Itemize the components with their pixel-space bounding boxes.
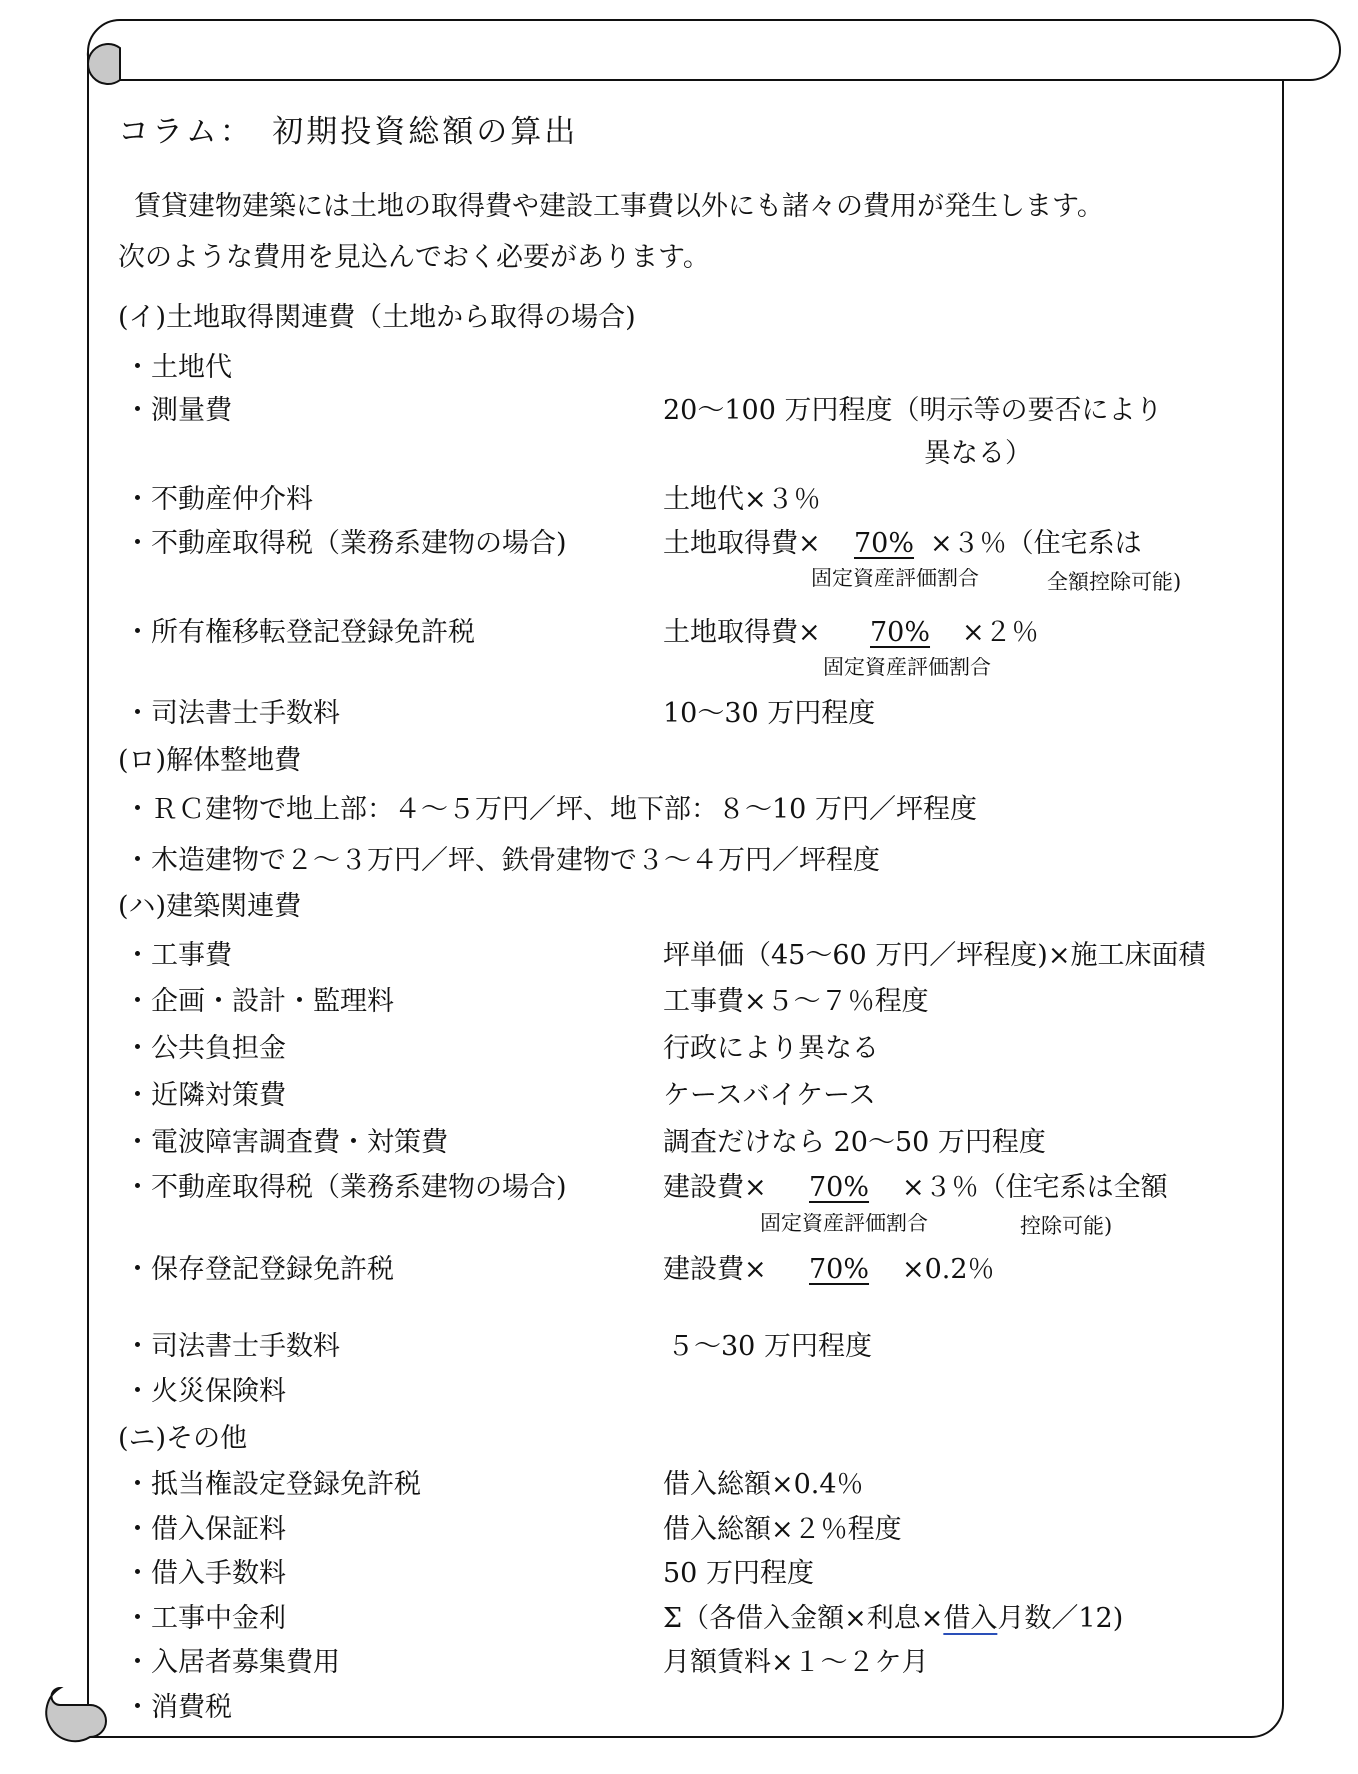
item-value: 建設費× — [663, 1254, 767, 1285]
section-heading: (ニ)その他 — [118, 1423, 248, 1454]
list-item: ・企画・設計・監理料 — [124, 986, 394, 1017]
list-item: ・所有権移転登記登録免許税 — [124, 617, 475, 648]
interest-formula-part: Σ（各借入金額×利息× — [663, 1603, 944, 1634]
item-value: 借入総額×２％程度 — [663, 1514, 902, 1545]
intro-text: 賃貸建物建築には土地の取得費や建設工事費以外にも諸々の費用が発生します。 — [134, 191, 1104, 222]
item-value: ×0.2％ — [902, 1254, 995, 1285]
list-item: ・電波障害調査費・対策費 — [124, 1127, 448, 1158]
list-item: ・土地代 — [124, 352, 232, 383]
item-value: 20～100 万円程度（明示等の要否により — [663, 395, 1163, 426]
item-value: ５～30 万円程度 — [667, 1331, 872, 1362]
list-item: ・抵当権設定登録免許税 — [124, 1469, 421, 1500]
section-heading: (ハ)建築関連費 — [118, 891, 302, 922]
list-item: ・工事中金利 — [124, 1603, 286, 1634]
interest-formula-link: 借入 — [943, 1603, 998, 1634]
footnote: 控除可能) — [1020, 1214, 1113, 1238]
item-value: 借入総額×0.4％ — [663, 1469, 864, 1500]
list-item: ・木造建物で２～３万円／坪、鉄骨建物で３～４万円／坪程度 — [124, 845, 880, 876]
item-value: 建設費× — [663, 1172, 767, 1203]
item-value: 土地代×３％ — [663, 484, 821, 515]
list-item: ・司法書士手数料 — [124, 1331, 340, 1362]
rate-value: 70% — [809, 1172, 870, 1203]
section-heading: (イ)土地取得関連費（土地から取得の場合) — [118, 302, 636, 333]
item-value: 坪単価（45～60 万円／坪程度)×施工床面積 — [663, 940, 1206, 971]
rate-value: 70% — [870, 617, 931, 648]
list-item: ・保存登記登録免許税 — [124, 1254, 394, 1285]
item-value — [663, 1605, 1123, 1632]
list-item: ・入居者募集費用 — [124, 1647, 340, 1678]
item-value: 月額賃料×１～２ケ月 — [663, 1647, 929, 1678]
section-heading: (ロ)解体整地費 — [118, 745, 302, 776]
item-value: 土地取得費× — [663, 617, 821, 648]
item-value: 50 万円程度 — [663, 1558, 814, 1589]
item-value: 調査だけなら 20～50 万円程度 — [663, 1127, 1046, 1158]
interest-formula-part: 月数／12) — [997, 1603, 1124, 1634]
footnote: 固定資産評価割合 — [760, 1213, 928, 1234]
item-value: 工事費×５～７％程度 — [663, 986, 929, 1017]
footnote: 固定資産評価割合 — [811, 568, 979, 589]
page-title: コラム： 初期投資総額の算出 — [118, 114, 579, 150]
list-item: ・火災保険料 — [124, 1376, 286, 1407]
rate-value: 70% — [854, 528, 915, 559]
item-value: 行政により異なる — [663, 1033, 879, 1064]
item-value: ×３％（住宅系は — [930, 528, 1142, 559]
list-item: ・司法書士手数料 — [124, 698, 340, 729]
list-item: ・公共負担金 — [124, 1033, 286, 1064]
list-item: ・測量費 — [124, 395, 232, 426]
list-item: ・不動産取得税（業務系建物の場合) — [124, 1172, 567, 1203]
item-value: ケースバイケース — [663, 1080, 876, 1111]
intro-text: 次のような費用を見込んでおく必要があります。 — [118, 242, 710, 273]
list-item: ・借入手数料 — [124, 1558, 286, 1589]
scroll-curl-top — [88, 44, 120, 84]
item-value: ×３％（住宅系は全額 — [902, 1172, 1168, 1203]
list-item: ・不動産取得税（業務系建物の場合) — [124, 528, 567, 559]
item-value: 10～30 万円程度 — [663, 698, 876, 729]
footnote: 全額控除可能) — [1047, 570, 1182, 594]
list-item: ・ＲＣ建物で地上部：４～５万円／坪、地下部：８～10 万円／坪程度 — [124, 794, 977, 825]
list-item: ・不動産仲介料 — [124, 484, 313, 515]
list-item: ・近隣対策費 — [124, 1080, 286, 1111]
footnote: 固定資産評価割合 — [823, 657, 991, 678]
scroll-curl-bottom — [46, 1688, 106, 1741]
list-item: ・工事費 — [124, 940, 232, 971]
list-item: ・消費税 — [124, 1692, 232, 1723]
rate-value: 70% — [809, 1254, 870, 1285]
item-value: ×２％ — [962, 617, 1039, 648]
item-value: 異なる） — [924, 438, 1032, 469]
list-item: ・借入保証料 — [124, 1514, 286, 1545]
item-value: 土地取得費× — [663, 528, 821, 559]
